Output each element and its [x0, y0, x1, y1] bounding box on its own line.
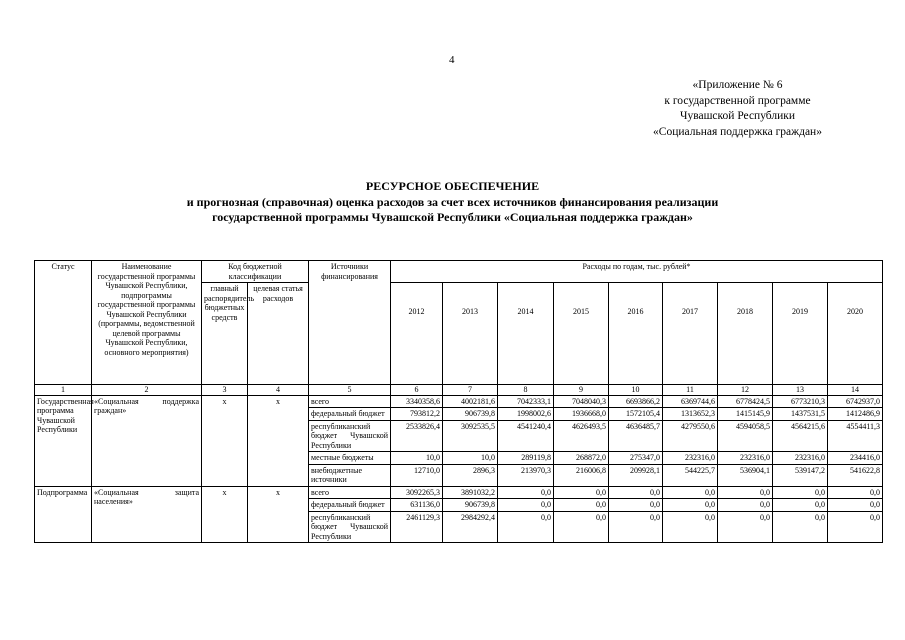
- value-cell: 1313652,3: [663, 408, 718, 421]
- header-status: Статус: [35, 261, 92, 385]
- value-cell: 4626493,5: [554, 420, 609, 452]
- source-cell: внебюджетные источники: [309, 464, 391, 486]
- header-year: 2016: [609, 283, 663, 385]
- target-article-cell: х: [248, 395, 309, 486]
- header-year: 2012: [391, 283, 443, 385]
- column-number: 13: [773, 385, 828, 396]
- header-budget-code: Код бюджетной классификации: [202, 261, 309, 283]
- value-cell: 0,0: [773, 511, 828, 543]
- header-expenses: Расходы по годам, тыс. рублей*: [391, 261, 883, 283]
- source-cell: федеральный бюджет: [309, 408, 391, 421]
- value-cell: 1572105,4: [609, 408, 663, 421]
- value-cell: 793812,2: [391, 408, 443, 421]
- status-cell: Государственная программа Чувашской Республики: [35, 395, 92, 486]
- value-cell: 0,0: [773, 486, 828, 499]
- value-cell: 536904,1: [718, 464, 773, 486]
- value-cell: 1998002,6: [498, 408, 554, 421]
- program-name-cell: «Социальная поддержка граждан»: [92, 395, 202, 486]
- value-cell: 0,0: [609, 486, 663, 499]
- value-cell: 3092535,5: [443, 420, 498, 452]
- header-target-article: целевая статья расходов: [248, 283, 309, 385]
- value-cell: 10,0: [443, 452, 498, 465]
- value-cell: 4594058,5: [718, 420, 773, 452]
- column-number: 2: [92, 385, 202, 396]
- appendix-line-4: «Социальная поддержка граждан»: [653, 125, 822, 138]
- column-number: 8: [498, 385, 554, 396]
- value-cell: 3891032,2: [443, 486, 498, 499]
- value-cell: 232316,0: [718, 452, 773, 465]
- value-cell: 4636485,7: [609, 420, 663, 452]
- value-cell: 539147,2: [773, 464, 828, 486]
- source-cell: республиканский бюджет Чувашской Республики: [309, 511, 391, 543]
- source-cell: федеральный бюджет: [309, 499, 391, 512]
- table-row: [35, 486, 883, 499]
- value-cell: 268872,0: [554, 452, 609, 465]
- value-cell: 209928,1: [609, 464, 663, 486]
- value-cell: 6369744,6: [663, 395, 718, 408]
- column-number: 3: [202, 385, 248, 396]
- column-number: 1: [35, 385, 92, 396]
- value-cell: 544225,7: [663, 464, 718, 486]
- value-cell: 631136,0: [391, 499, 443, 512]
- appendix-line-1: «Приложение № 6: [692, 79, 783, 91]
- value-cell: 2984292,4: [443, 511, 498, 543]
- value-cell: 1437531,5: [773, 408, 828, 421]
- value-cell: 0,0: [554, 499, 609, 512]
- header-year: 2020: [828, 283, 883, 385]
- value-cell: 10,0: [391, 452, 443, 465]
- value-cell: 906739,8: [443, 499, 498, 512]
- value-cell: 4564215,6: [773, 420, 828, 452]
- header-year: 2013: [443, 283, 498, 385]
- value-cell: 7048040,3: [554, 395, 609, 408]
- value-cell: 0,0: [663, 486, 718, 499]
- header-row-1: [35, 261, 883, 283]
- value-cell: 234416,0: [828, 452, 883, 465]
- value-cell: 7042333,1: [498, 395, 554, 408]
- value-cell: 1412486,9: [828, 408, 883, 421]
- column-number: 7: [443, 385, 498, 396]
- header-year: 2019: [773, 283, 828, 385]
- value-cell: 0,0: [554, 511, 609, 543]
- column-number: 12: [718, 385, 773, 396]
- column-number: 4: [248, 385, 309, 396]
- value-cell: 0,0: [828, 511, 883, 543]
- value-cell: 0,0: [663, 499, 718, 512]
- title-line-1: РЕСУРСНОЕ ОБЕСПЕЧЕНИЕ: [365, 179, 540, 193]
- column-number: 14: [828, 385, 883, 396]
- value-cell: 0,0: [663, 511, 718, 543]
- header-year: 2017: [663, 283, 718, 385]
- value-cell: 0,0: [498, 486, 554, 499]
- value-cell: 2896,3: [443, 464, 498, 486]
- header-name: Наименование государственной программы Чувашской Республики, подпрограммы государственной программы Чувашской Республики (программы, ведомственной целевой программы Чувашской Республики, основного мероприятия): [92, 261, 202, 385]
- status-cell: Подпрограмма: [35, 486, 92, 543]
- value-cell: 0,0: [718, 486, 773, 499]
- value-cell: 0,0: [773, 499, 828, 512]
- header-year: 2018: [718, 283, 773, 385]
- value-cell: 0,0: [498, 511, 554, 543]
- title-line-2: и прогнозная (справочная) оценка расходов за счет всех источников финансирования реализации: [186, 194, 719, 209]
- appendix-heading: [610, 78, 865, 140]
- chief-manager-cell: х: [202, 486, 248, 543]
- value-cell: 1415145,9: [718, 408, 773, 421]
- value-cell: 4541240,4: [498, 420, 554, 452]
- value-cell: 4279550,6: [663, 420, 718, 452]
- header-year: 2014: [498, 283, 554, 385]
- source-cell: местные бюджеты: [309, 452, 391, 465]
- value-cell: 232316,0: [663, 452, 718, 465]
- value-cell: 0,0: [718, 499, 773, 512]
- value-cell: 0,0: [718, 511, 773, 543]
- value-cell: 289119,8: [498, 452, 554, 465]
- appendix-line-2: к государственной программе: [664, 94, 811, 107]
- value-cell: 0,0: [609, 511, 663, 543]
- value-cell: 6778424,5: [718, 395, 773, 408]
- chief-manager-cell: х: [202, 395, 248, 486]
- value-cell: 0,0: [498, 499, 554, 512]
- target-article-cell: х: [248, 486, 309, 543]
- value-cell: 275347,0: [609, 452, 663, 465]
- value-cell: 0,0: [828, 486, 883, 499]
- value-cell: 3340358,6: [391, 395, 443, 408]
- table-row: [35, 395, 883, 408]
- value-cell: 6693866,2: [609, 395, 663, 408]
- value-cell: 213970,3: [498, 464, 554, 486]
- page-number: 4: [449, 54, 455, 66]
- column-number: 6: [391, 385, 443, 396]
- column-number: 9: [554, 385, 609, 396]
- value-cell: 906739,8: [443, 408, 498, 421]
- appendix-line-3: Чувашской Республики: [679, 110, 796, 122]
- source-cell: республиканский бюджет Чувашской Республики: [309, 420, 391, 452]
- value-cell: 6742937,0: [828, 395, 883, 408]
- value-cell: 2533826,4: [391, 420, 443, 452]
- value-cell: 1936668,0: [554, 408, 609, 421]
- program-name-cell: «Социальная защита населения»: [92, 486, 202, 543]
- column-number: 11: [663, 385, 718, 396]
- source-cell: всего: [309, 395, 391, 408]
- value-cell: 2461129,3: [391, 511, 443, 543]
- source-cell: всего: [309, 486, 391, 499]
- value-cell: 0,0: [828, 499, 883, 512]
- value-cell: 0,0: [554, 486, 609, 499]
- value-cell: 12710,0: [391, 464, 443, 486]
- header-chief-manager: главный распорядитель бюджетных средств: [202, 283, 248, 385]
- column-number-row: [35, 385, 883, 396]
- resource-table: [34, 260, 883, 543]
- document-title: [60, 179, 845, 226]
- value-cell: 4554411,3: [828, 420, 883, 452]
- value-cell: 0,0: [609, 499, 663, 512]
- header-year: 2015: [554, 283, 609, 385]
- column-number: 5: [309, 385, 391, 396]
- value-cell: 3092265,3: [391, 486, 443, 499]
- value-cell: 4002181,6: [443, 395, 498, 408]
- value-cell: 541622,8: [828, 464, 883, 486]
- value-cell: 6773210,3: [773, 395, 828, 408]
- title-line-3: государственной программы Чувашской Республики «Социальная поддержка граждан»: [212, 210, 693, 224]
- value-cell: 216006,8: [554, 464, 609, 486]
- header-sources: Источники финансирования: [309, 261, 391, 385]
- column-number: 10: [609, 385, 663, 396]
- value-cell: 232316,0: [773, 452, 828, 465]
